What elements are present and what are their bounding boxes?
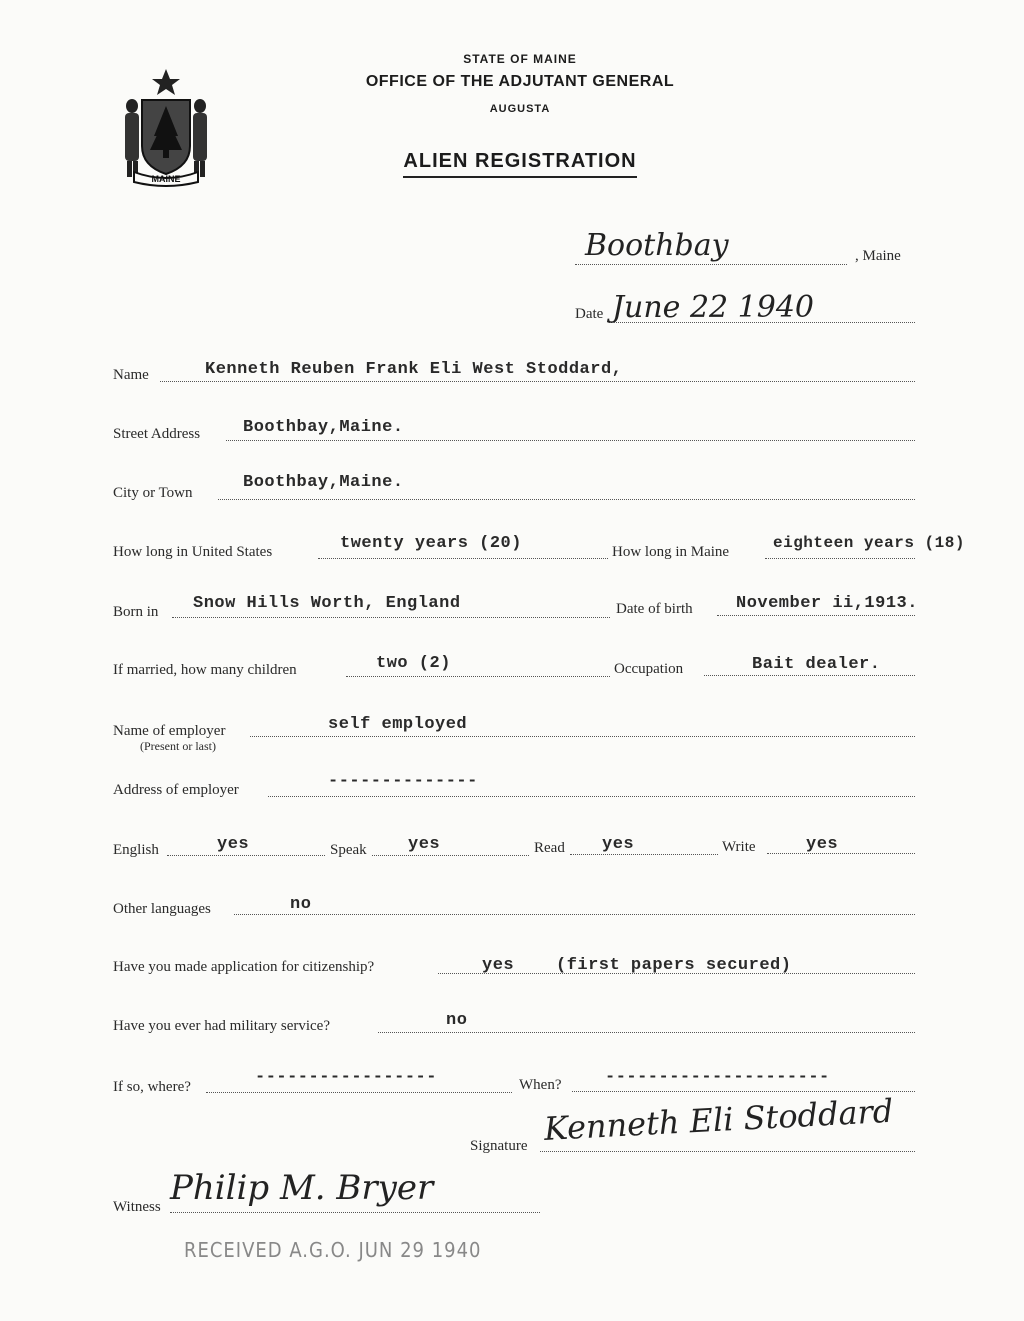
when-value: --------------------- [605, 1068, 830, 1087]
write-value: yes [806, 835, 839, 854]
where-label: If so, where? [113, 1079, 191, 1095]
us-line [318, 558, 608, 559]
born-value: Snow Hills Worth, England [193, 594, 461, 613]
english-value: yes [217, 835, 250, 854]
city-value: Boothbay,Maine. [243, 473, 404, 492]
speak-label: Speak [330, 842, 367, 858]
where-value: ----------------- [255, 1068, 437, 1087]
citizenship-label: Have you made application for citizenship? [113, 959, 375, 975]
witness-line [170, 1212, 540, 1213]
other-languages-label: Other languages [113, 901, 211, 917]
military-value: no [446, 1011, 468, 1030]
witness-label: Witness [113, 1199, 161, 1215]
witness-value: Philip M. Bryer [170, 1168, 434, 1208]
when-line [572, 1091, 915, 1092]
children-label: If married, how many children [113, 662, 297, 678]
employer-label: Name of employer [113, 723, 226, 739]
received-stamp: RECEIVED A.G.O. JUN 29 1940 [184, 1238, 482, 1262]
employer-address-value: -------------- [328, 772, 478, 791]
maine-label: How long in Maine [612, 544, 730, 560]
read-label: Read [534, 840, 565, 856]
children-line [346, 676, 610, 677]
other-languages-line [234, 914, 915, 915]
maine-line [765, 558, 915, 559]
us-label: How long in United States [113, 544, 273, 560]
citizenship-value: yes [482, 956, 515, 975]
date-line [610, 322, 915, 323]
english-label: English [113, 842, 159, 858]
read-value: yes [602, 835, 635, 854]
speak-value: yes [408, 835, 441, 854]
place-value: Boothbay [585, 228, 729, 263]
seal-banner-text: MAINE [151, 174, 181, 184]
us-value: twenty years (20) [340, 534, 522, 553]
employer-address-line [268, 796, 915, 797]
occupation-label: Occupation [614, 661, 684, 677]
military-line [378, 1032, 915, 1033]
name-line [160, 381, 915, 382]
employer-value: self employed [328, 715, 468, 734]
citizenship-note: (first papers secured) [556, 956, 792, 975]
born-label: Born in [113, 604, 159, 620]
employer-line [250, 736, 915, 737]
read-line [570, 854, 718, 855]
header-state: STATE OF MAINE [463, 52, 577, 66]
write-label: Write [722, 839, 756, 855]
speak-line [372, 855, 529, 856]
dob-value: November ii,1913. [736, 594, 918, 613]
form-title-text: ALIEN REGISTRATION [403, 150, 636, 178]
form-title [300, 150, 740, 173]
signature-value: Kenneth Eli Stoddard [543, 1091, 895, 1148]
header-office: OFFICE OF THE ADJUTANT GENERAL [365, 73, 675, 90]
city-label: City or Town [113, 485, 193, 501]
employer-sublabel: (Present or last) [140, 739, 216, 753]
header-city: AUGUSTA [489, 103, 551, 115]
city-line [218, 499, 915, 500]
other-languages-value: no [290, 895, 312, 914]
date-value: June 22 1940 [612, 290, 815, 325]
place-line [575, 264, 847, 265]
occupation-value: Bait dealer. [752, 655, 881, 674]
maine-state-seal [112, 66, 220, 190]
place-suffix: , Maine [855, 248, 901, 264]
dob-line [717, 615, 915, 616]
dob-label: Date of birth [616, 601, 693, 617]
street-line [226, 440, 915, 441]
name-value: Kenneth Reuben Frank Eli West Stoddard, [205, 360, 623, 379]
occupation-line [704, 675, 915, 676]
maine-value: eighteen years (18) [773, 534, 965, 552]
born-line [172, 617, 610, 618]
date-label: Date [575, 306, 604, 322]
signature-line [540, 1151, 915, 1152]
signature-label: Signature [470, 1138, 528, 1154]
military-label: Have you ever had military service? [113, 1018, 330, 1034]
children-value: two (2) [376, 654, 451, 673]
write-line [767, 853, 915, 854]
when-label: When? [519, 1077, 562, 1093]
employer-address-label: Address of employer [113, 782, 239, 798]
english-line [167, 855, 325, 856]
street-label: Street Address [113, 426, 201, 442]
street-value: Boothbay,Maine. [243, 418, 404, 437]
name-label: Name [113, 367, 149, 383]
where-line [206, 1092, 512, 1093]
